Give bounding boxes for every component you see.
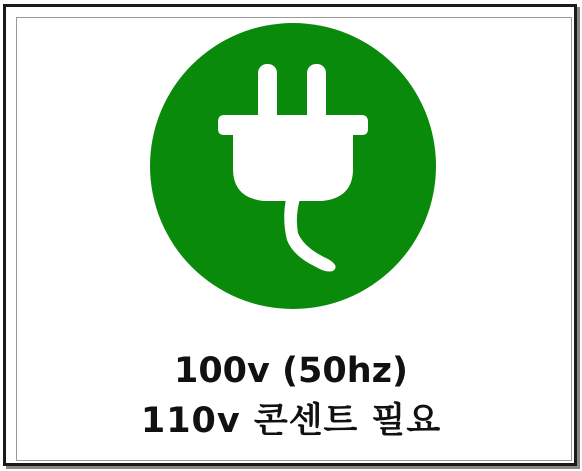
outlet-requirement-text: 110v 콘센트 필요: [140, 401, 442, 441]
plug-body: [218, 115, 368, 201]
power-plug-icon: [150, 23, 436, 309]
plug-icon-graphic: [150, 23, 436, 309]
voltage-frequency-text: 100v (50hz): [173, 351, 409, 391]
